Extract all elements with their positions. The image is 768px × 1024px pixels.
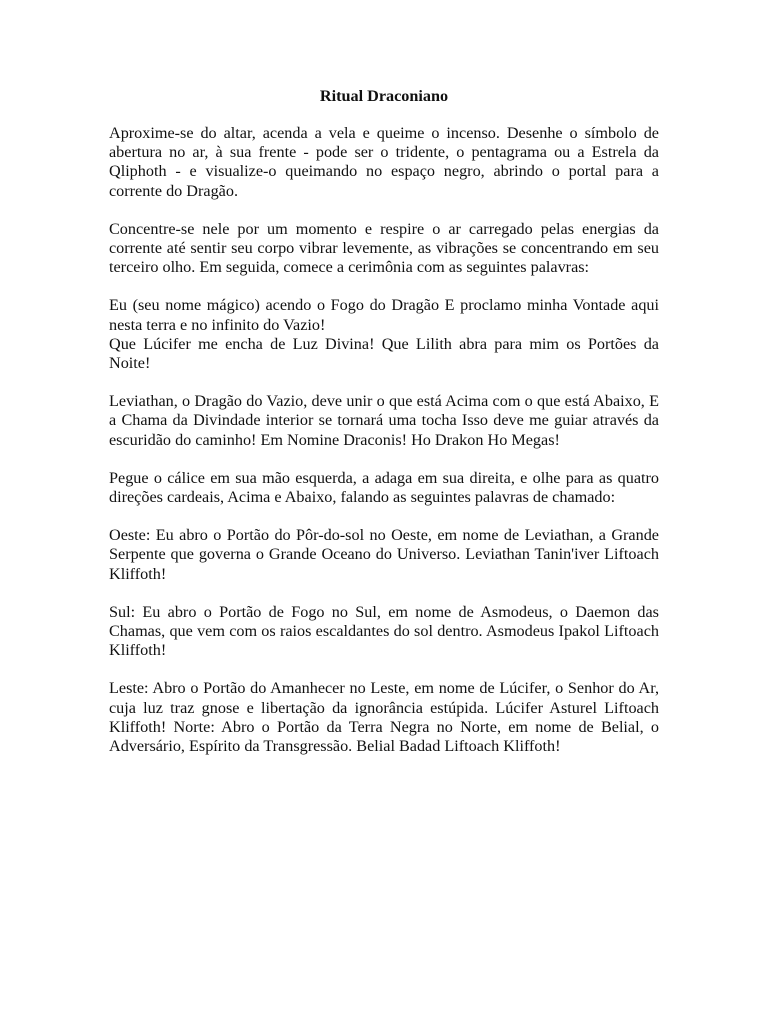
paragraph-chalice: Pegue o cálice em sua mão esquerda, a adaga em sua direita, e olhe para as quatro direções cardeais, Acima e Abaixo, falando as seguintes palavras de chamado: — [109, 468, 659, 507]
invocation-block — [109, 296, 659, 373]
paragraph-concentration: Concentre-se nele por um momento e respire o ar carregado pelas energias da corrente até sentir seu corpo vibrar levemente, as vibrações se concentrando em seu terceiro olho. Em seguida, comece a cerimônia com as seguintes palavras: — [109, 219, 659, 277]
paragraph-altar: Aproxime-se do altar, acenda a vela e queime o incenso. Desenhe o símbolo de abertura no ar, à sua frente - pode ser o tridente, o pentagrama ou a Estrela da Qliphoth - e visualize-o queimando no espaço negro, abrindo o portal para a corrente do Dragão. — [109, 124, 659, 200]
paragraph-east-north: Leste: Abro o Portão do Amanhecer no Leste, em nome de Lúcifer, o Senhor do Ar, cuja luz traz gnose e libertação da ignorância estúpida. Lúcifer Asturel Liftoach Kliffoth! Norte: Abro o Portão da Terra Negra no Norte, em nome de Belial, o Adversário, Espírito da Transgressão. Belial Badad Liftoach Kliffoth! — [109, 679, 659, 756]
paragraph-west: Oeste: Eu abro o Portão do Pôr-do-sol no Oeste, em nome de Leviathan, a Grande Serpente que governa o Grande Oceano do Universo. Leviathan Tanin'iver Liftoach Kliffoth! — [109, 526, 659, 583]
paragraph-south: Sul: Eu abro o Portão de Fogo no Sul, em nome de Asmodeus, o Daemon das Chamas, que vem com os raios escaldantes do sol dentro. Asmodeus Ipakol Liftoach Kliffoth! — [109, 602, 659, 660]
paragraph-invocation-lucifer-lilith: Que Lúcifer me encha de Luz Divina! Que Lilith abra para mim os Portões da Noite! — [109, 334, 659, 373]
document-page — [109, 85, 659, 775]
paragraph-leviathan: Leviathan, o Dragão do Vazio, deve unir o que está Acima com o que está Abaixo, E a Chama da Divindade interior se tornará uma tocha Isso deve me guiar através da escuridão do caminho! Em Nomine Draconis! Ho Drakon Ho Megas! — [109, 392, 659, 449]
document-title: Ritual Draconiano — [319, 87, 449, 105]
paragraph-invocation-fire: Eu (seu nome mágico) acendo o Fogo do Dragão E proclamo minha Vontade aqui nesta terra e no infinito do Vazio! — [109, 296, 659, 334]
